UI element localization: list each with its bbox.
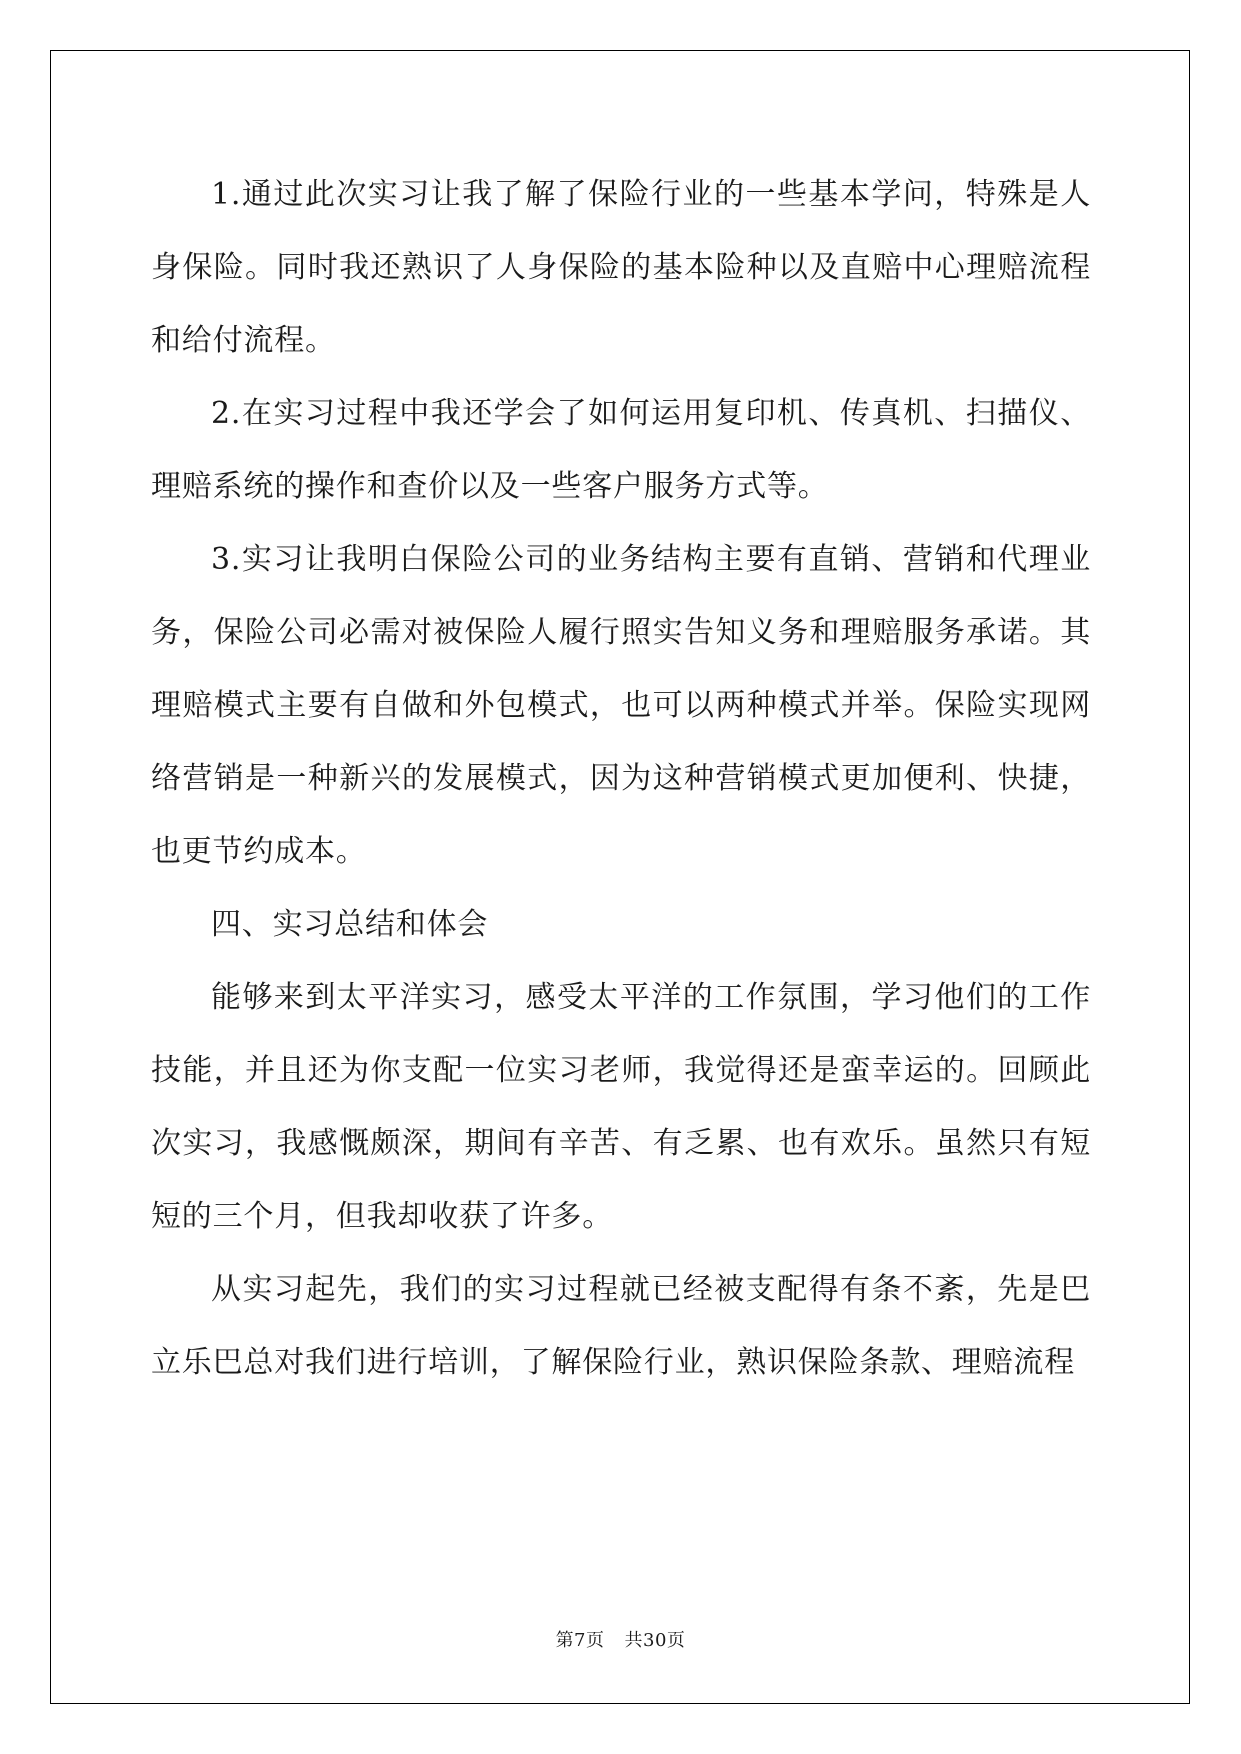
paragraph-4: 能够来到太平洋实习，感受太平洋的工作氛围，学习他们的工作技能，并且还为你支配一位实习老师，我觉得还是蛮幸运的。回顾此次实习，我感慨颇深，期间有辛苦、有乏累、也有欢乐。虽然只有短短的三个月，但我却收获了许多。 <box>151 980 1091 1234</box>
paragraph-1: 1.通过此次实习让我了解了保险行业的一些基本学问，特殊是人身保险。同时我还熟识了人身保险的基本险种以及直赔中心理赔流程和给付流程。 <box>151 177 1091 358</box>
paragraph-5: 从实习起先，我们的实习过程就已经被支配得有条不紊，先是巴立乐巴总对我们进行培训，了解保险行业，熟识保险条款、理赔流程 <box>151 1272 1091 1380</box>
section-heading: 四、实习总结和体会 <box>211 907 489 942</box>
page-total: 共30页 <box>624 1630 686 1651</box>
page-footer <box>0 1626 1241 1652</box>
page-number: 第7页 <box>555 1630 605 1651</box>
paragraph-2: 2.在实习过程中我还学会了如何运用复印机、传真机、扫描仪、理赔系统的操作和查价以及一些客户服务方式等。 <box>151 396 1091 504</box>
paragraph-3: 3.实习让我明白保险公司的业务结构主要有直销、营销和代理业务，保险公司必需对被保险人履行照实告知义务和理赔服务承诺。其理赔模式主要有自做和外包模式，也可以两种模式并举。保险实现网络营销是一种新兴的发展模式，因为这种营销模式更加便利、快捷，也更节约成本。 <box>151 542 1091 869</box>
document-body <box>151 158 1091 1399</box>
